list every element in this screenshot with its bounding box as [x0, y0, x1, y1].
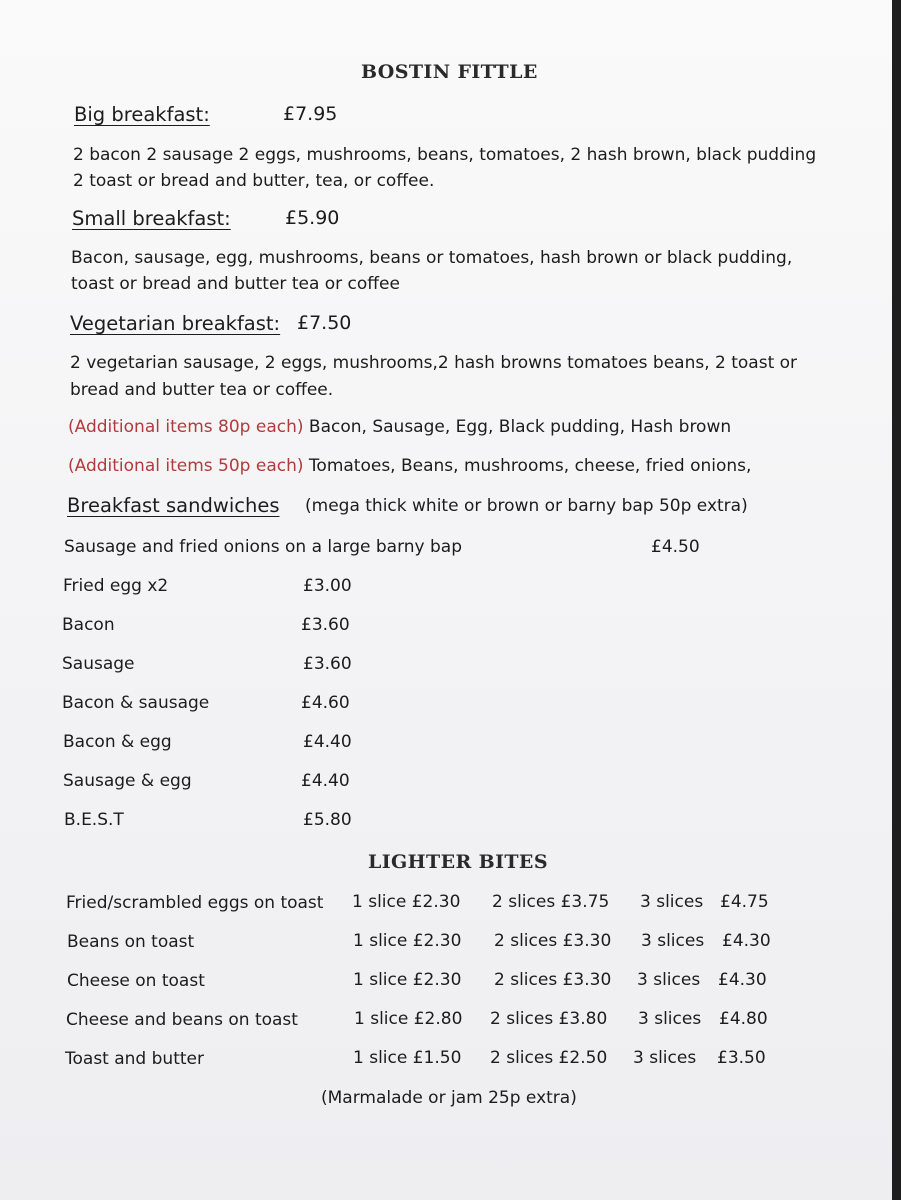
- lighter-label-3-slices: 3 slices: [633, 1048, 697, 1068]
- lighter-price-3-slices: £4.30: [718, 970, 767, 990]
- veg-breakfast-desc-1: 2 vegetarian sausage, 2 eggs, mushrooms,2 hash browns tomatoes beans, 2 toast or: [70, 353, 798, 373]
- lighter-price-2-slices: 2 slices £3.30: [494, 931, 612, 951]
- sandwich-name: Fried egg x2: [63, 576, 169, 596]
- additional-list: Bacon, Sausage, Egg, Black pudding, Hash brown: [308, 417, 732, 437]
- lighter-label-3-slices: 3 slices: [640, 892, 704, 912]
- small-breakfast-desc-1: Bacon, sausage, egg, mushrooms, beans or tomatoes, hash brown or black pudding,: [71, 248, 793, 268]
- lighter-item-name: Cheese and beans on toast: [66, 1010, 298, 1030]
- additional-note: (Additional items 50p each): [68, 456, 304, 476]
- lighter-label-3-slices: 3 slices: [638, 1009, 702, 1029]
- additional-items-50p: [68, 455, 751, 477]
- sandwich-name: Bacon & sausage: [62, 693, 210, 713]
- lighter-label-3-slices: 3 slices: [637, 970, 701, 990]
- lighter-item-name: Fried/scrambled eggs on toast: [66, 893, 324, 913]
- sandwich-price: £3.60: [303, 654, 352, 674]
- lighter-price-1-slice: 1 slice £2.80: [354, 1009, 463, 1029]
- sandwich-price: £3.60: [301, 615, 350, 635]
- veg-breakfast-desc-2: bread and butter tea or coffee.: [70, 380, 334, 400]
- sandwich-name: Sausage & egg: [63, 771, 192, 791]
- additional-note: (Additional items 80p each): [68, 417, 304, 437]
- additional-list: Tomatoes, Beans, mushrooms, cheese, fried onions,: [308, 456, 752, 476]
- lighter-price-1-slice: 1 slice £2.30: [353, 931, 462, 951]
- additional-items-80p: [68, 416, 731, 438]
- sandwich-price: £3.00: [303, 576, 352, 596]
- sandwich-price: £5.80: [303, 810, 352, 830]
- lighter-item-name: Beans on toast: [67, 932, 195, 952]
- lighter-footer-note: (Marmalade or jam 25p extra): [321, 1088, 577, 1108]
- big-breakfast-desc-1: 2 bacon 2 sausage 2 eggs, mushrooms, beans, tomatoes, 2 hash brown, black pudding: [73, 145, 817, 165]
- lighter-price-2-slices: 2 slices £3.75: [492, 892, 610, 912]
- sandwiches-heading: Breakfast sandwiches: [67, 494, 280, 517]
- lighter-price-3-slices: £4.80: [719, 1009, 768, 1029]
- sandwich-name: Bacon: [62, 615, 115, 635]
- lighter-bites-heading: LIGHTER BITES: [368, 851, 548, 873]
- lighter-item-name: Toast and butter: [65, 1049, 204, 1069]
- lighter-price-3-slices: £4.30: [722, 931, 771, 951]
- lighter-price-2-slices: 2 slices £2.50: [490, 1048, 608, 1068]
- lighter-price-2-slices: 2 slices £3.30: [494, 970, 612, 990]
- sandwich-price: £4.60: [301, 693, 350, 713]
- sandwich-price: £4.40: [303, 732, 352, 752]
- small-breakfast-desc-2: toast or bread and butter tea or coffee: [71, 274, 400, 294]
- lighter-label-3-slices: 3 slices: [641, 931, 705, 951]
- veg-breakfast-heading: Vegetarian breakfast:: [70, 312, 281, 335]
- lighter-price-1-slice: 1 slice £2.30: [353, 970, 462, 990]
- menu-title: BOSTIN FITTLE: [361, 61, 538, 83]
- lighter-price-2-slices: 2 slices £3.80: [490, 1009, 608, 1029]
- small-breakfast-heading: Small breakfast:: [72, 207, 231, 230]
- veg-breakfast-price: £7.50: [297, 312, 352, 334]
- sandwich-name: B.E.S.T: [64, 810, 124, 830]
- small-breakfast-price: £5.90: [285, 207, 340, 229]
- lighter-price-1-slice: 1 slice £2.30: [352, 892, 461, 912]
- lighter-price-3-slices: £4.75: [720, 892, 769, 912]
- lighter-price-1-slice: 1 slice £1.50: [353, 1048, 462, 1068]
- big-breakfast-heading: Big breakfast:: [74, 103, 210, 126]
- big-breakfast-desc-2: 2 toast or bread and butter, tea, or coffee.: [73, 171, 435, 191]
- sandwich-featured-name: Sausage and fried onions on a large barny bap: [64, 537, 463, 557]
- sandwich-price: £4.40: [301, 771, 350, 791]
- lighter-price-3-slices: £3.50: [717, 1048, 766, 1068]
- sandwiches-note: (mega thick white or brown or barny bap 50p extra): [305, 496, 748, 516]
- big-breakfast-price: £7.95: [283, 103, 338, 125]
- sandwich-featured-price: £4.50: [651, 537, 700, 557]
- sandwich-name: Sausage: [62, 654, 135, 674]
- sandwich-name: Bacon & egg: [63, 732, 172, 752]
- lighter-item-name: Cheese on toast: [67, 971, 205, 991]
